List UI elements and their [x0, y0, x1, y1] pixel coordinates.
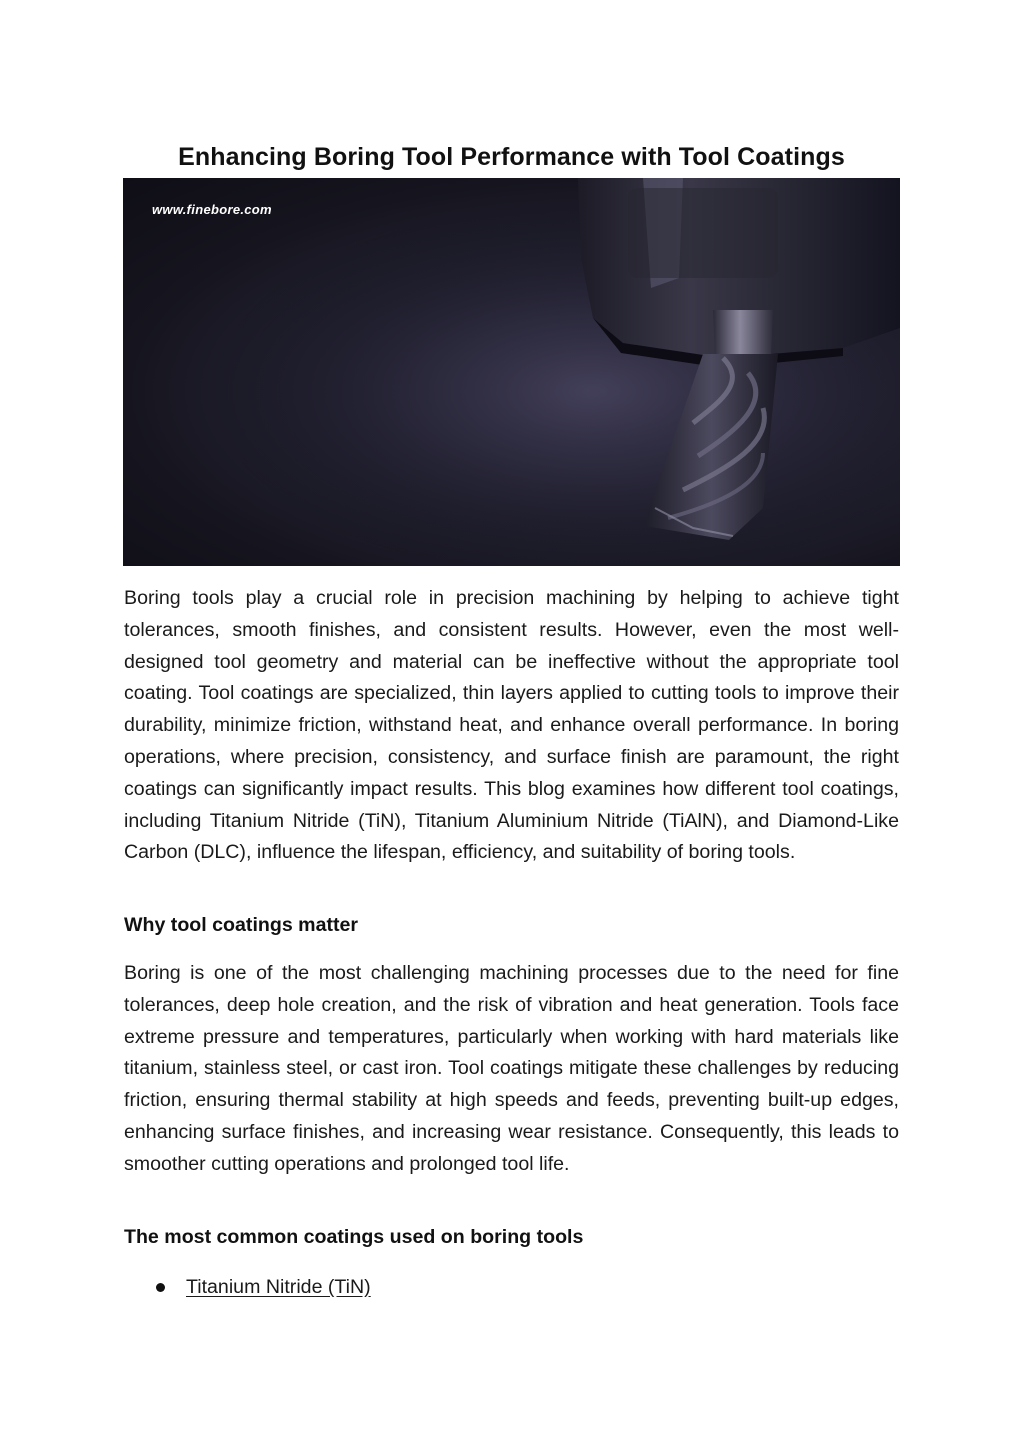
link-titanium-nitride[interactable]: Titanium Nitride (TiN) [186, 1276, 371, 1298]
list-item [124, 1272, 899, 1303]
section-heading-why: Why tool coatings matter [124, 914, 359, 936]
watermark-text: www.finebore.com [152, 202, 272, 217]
hero-image [123, 178, 900, 566]
page-title: Enhancing Boring Tool Performance with Tool Coatings [178, 142, 845, 171]
section-body-why: Boring is one of the most challenging machining processes due to the need for fine tolerances, deep hole creation, and the risk of vibration and heat generation. Tools face extreme pressure and temperatures, particularly when working with hard materials like titanium, stainless steel, or cast iron. Tool coatings mitigate these challenges by reducing friction, ensuring thermal stability at high speeds and feeds, preventing built-up edges, enhancing surface finishes, and increasing wear resistance. Consequently, this leads to smoother cutting operations and prolonged tool life. [124, 962, 899, 1175]
bullet-icon [156, 1283, 165, 1292]
section-heading-coatings: The most common coatings used on boring tools [124, 1226, 584, 1248]
boring-tool-illustration [123, 178, 900, 566]
coatings-list [124, 1272, 899, 1303]
tool-shank [713, 310, 773, 356]
intro-paragraph: Boring tools play a crucial role in precision machining by helping to achieve tight tolerances, smooth finishes, and consistent results. However, even the most well-designed tool geometry and material can be ineffective without the appropriate tool coating. Tool coatings are specialized, thin layers applied to cutting tools to improve their durability, minimize friction, withstand heat, and enhance overall performance. In boring operations, where precision, consistency, and surface finish are paramount, the right coatings can significantly impact results. This blog examines how different tool coatings, including Titanium Nitride (TiN), Titanium Aluminium Nitride (TiAlN), and Diamond-Like Carbon (DLC), influence the lifespan, efficiency, and suitability of boring tools. [124, 587, 899, 864]
